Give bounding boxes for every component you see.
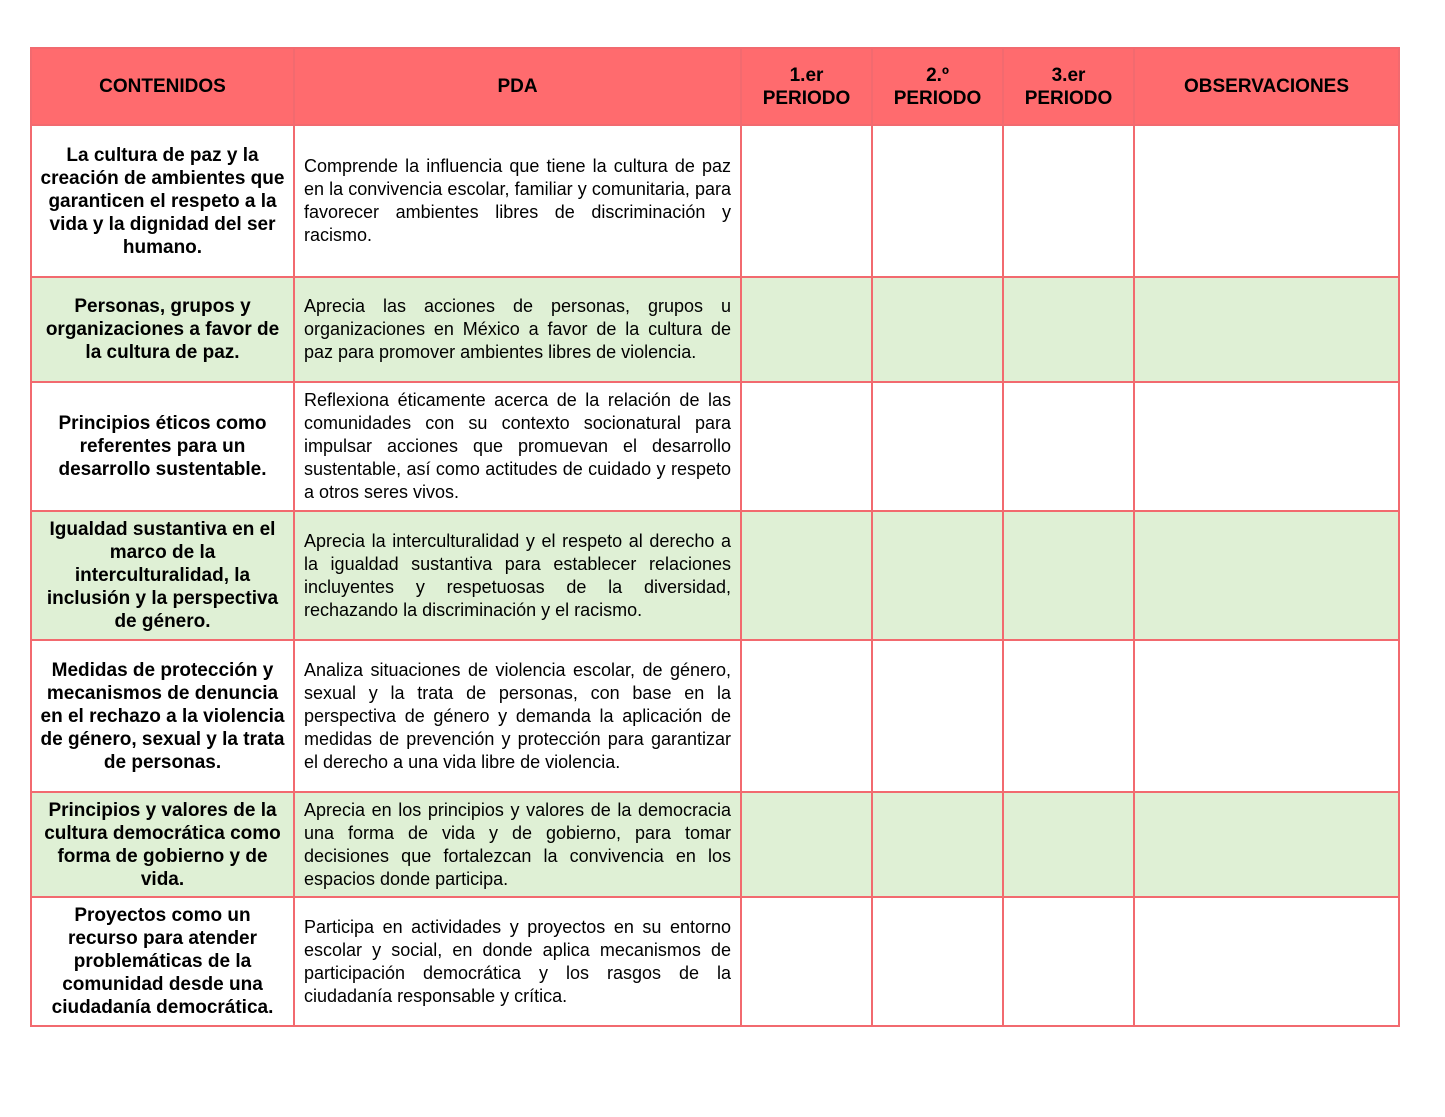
table-row [31, 511, 1399, 640]
periodo-3-cell[interactable] [1003, 511, 1134, 640]
contenido-cell: Personas, grupos y organizaciones a favor de la cultura de paz. [31, 277, 294, 382]
periodo-3-cell[interactable] [1003, 382, 1134, 511]
header-observaciones: OBSERVACIONES [1134, 48, 1399, 125]
header-pda: PDA [294, 48, 741, 125]
periodo-3-cell[interactable] [1003, 897, 1134, 1026]
table-row [31, 792, 1399, 897]
table-row [31, 640, 1399, 792]
header-periodo-3 [1003, 48, 1134, 125]
periodo-2-cell[interactable] [872, 125, 1003, 277]
evaluation-sheet [30, 47, 1398, 1027]
periodo-2-cell[interactable] [872, 640, 1003, 792]
observaciones-cell[interactable] [1134, 640, 1399, 792]
periodo-2-cell[interactable] [872, 792, 1003, 897]
periodo-3-cell[interactable] [1003, 125, 1134, 277]
header-periodo-2-ordinal: 2.º [926, 64, 949, 86]
periodo-1-cell[interactable] [741, 897, 872, 1026]
pda-cell: Analiza situaciones de violencia escolar, de género, sexual y la trata de personas, con base en la perspectiva de género y demanda la aplicación de medidas de prevención y protección para garantizar el derecho a una vida libre de violencia. [294, 640, 741, 792]
header-contenidos: CONTENIDOS [31, 48, 294, 125]
periodo-1-cell[interactable] [741, 792, 872, 897]
periodo-2-cell[interactable] [872, 277, 1003, 382]
header-periodo-2 [872, 48, 1003, 125]
contenido-cell: Principios y valores de la cultura democrática como forma de gobierno y de vida. [31, 792, 294, 897]
observaciones-cell[interactable] [1134, 125, 1399, 277]
pda-cell: Reflexiona éticamente acerca de la relación de las comunidades con su contexto socionatural para impulsar acciones que promuevan el desarrollo sustentable, así como actitudes de cuidado y respeto a otros seres vivos. [294, 382, 741, 511]
header-periodo-1 [741, 48, 872, 125]
table-row [31, 125, 1399, 277]
periodo-1-cell[interactable] [741, 277, 872, 382]
table-header-row [31, 48, 1399, 125]
observaciones-cell[interactable] [1134, 277, 1399, 382]
pda-cell: Aprecia la interculturalidad y el respeto al derecho a la igualdad sustantiva para establecer relaciones incluyentes y respetuosas de la diversidad, rechazando la discriminación y el racismo. [294, 511, 741, 640]
periodo-1-cell[interactable] [741, 382, 872, 511]
periodo-2-cell[interactable] [872, 897, 1003, 1026]
periodo-2-cell[interactable] [872, 382, 1003, 511]
observaciones-cell[interactable] [1134, 382, 1399, 511]
table-row [31, 277, 1399, 382]
header-periodo-2-label: PERIODO [893, 87, 982, 109]
observaciones-cell[interactable] [1134, 897, 1399, 1026]
pda-cell: Participa en actividades y proyectos en su entorno escolar y social, en donde aplica mecanismos de participación democrática y los rasgos de la ciudadanía responsable y crítica. [294, 897, 741, 1026]
contenido-cell: La cultura de paz y la creación de ambientes que garanticen el respeto a la vida y la dignidad del ser humano. [31, 125, 294, 277]
periodo-3-cell[interactable] [1003, 640, 1134, 792]
periodo-3-cell[interactable] [1003, 792, 1134, 897]
periodo-2-cell[interactable] [872, 511, 1003, 640]
contenido-cell: Igualdad sustantiva en el marco de la interculturalidad, la inclusión y la perspectiva de género. [31, 511, 294, 640]
header-periodo-1-label: PERIODO [762, 87, 851, 109]
periodo-1-cell[interactable] [741, 125, 872, 277]
periodo-3-cell[interactable] [1003, 277, 1134, 382]
contenido-cell: Principios éticos como referentes para un desarrollo sustentable. [31, 382, 294, 511]
periodo-1-cell[interactable] [741, 511, 872, 640]
observaciones-cell[interactable] [1134, 511, 1399, 640]
pda-cell: Comprende la influencia que tiene la cultura de paz en la convivencia escolar, familiar y comunitaria, para favorecer ambientes libres de discriminación y racismo. [294, 125, 741, 277]
periodo-1-cell[interactable] [741, 640, 872, 792]
observaciones-cell[interactable] [1134, 792, 1399, 897]
table-row [31, 897, 1399, 1026]
pda-cell: Aprecia las acciones de personas, grupos u organizaciones en México a favor de la cultura de paz para promover ambientes libres de violencia. [294, 277, 741, 382]
header-periodo-3-ordinal: 3.er [1051, 64, 1086, 86]
header-periodo-3-label: PERIODO [1024, 87, 1113, 109]
pda-cell: Aprecia en los principios y valores de la democracia una forma de vida y de gobierno, para tomar decisiones que fortalezcan la convivencia en los espacios donde participa. [294, 792, 741, 897]
table-row [31, 382, 1399, 511]
contenido-cell: Proyectos como un recurso para atender problemáticas de la comunidad desde una ciudadanía democrática. [31, 897, 294, 1026]
contenido-cell: Medidas de protección y mecanismos de denuncia en el rechazo a la violencia de género, sexual y la trata de personas. [31, 640, 294, 792]
contenidos-pda-table [30, 47, 1400, 1027]
header-periodo-1-ordinal: 1.er [789, 64, 824, 86]
